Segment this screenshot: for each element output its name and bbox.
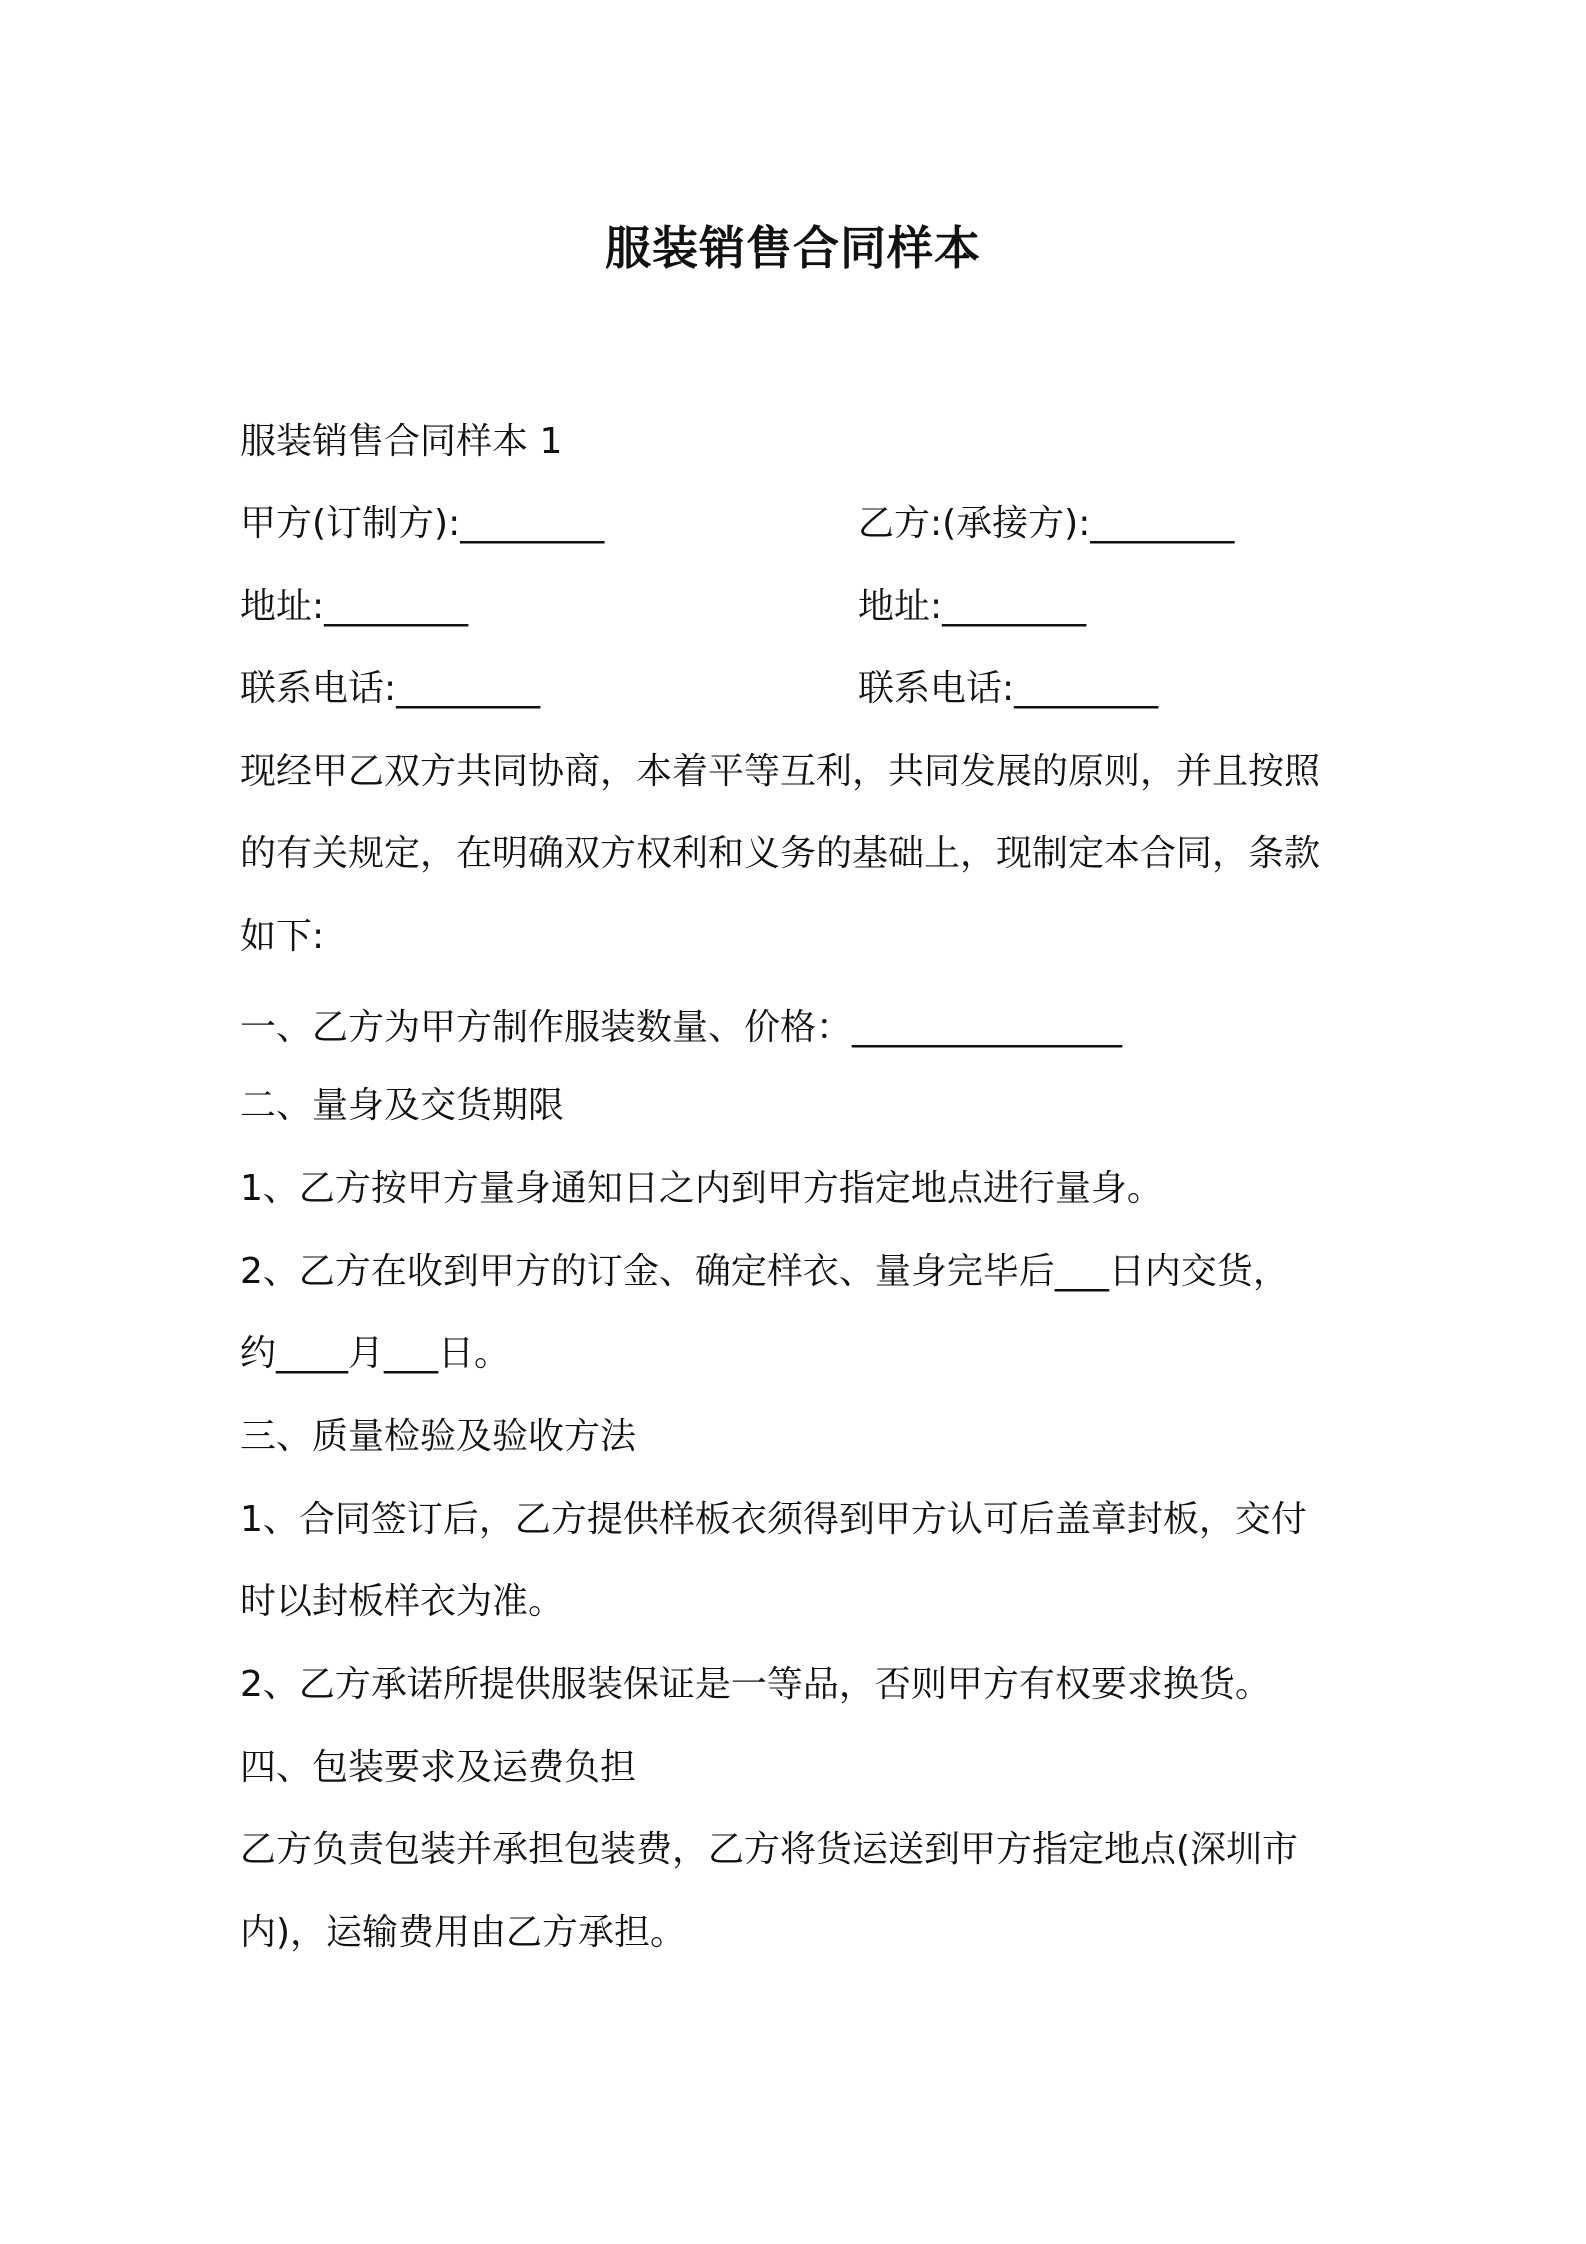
party-b-address-line: 地址:________: [858, 586, 1087, 627]
section-2-item-1: 1、乙方按甲方量身通知日之内到甲方指定地点进行量身。: [240, 1168, 1163, 1209]
section-2-item-2-line-1: 2、乙方在收到甲方的订金、确定样衣、量身完毕后___日内交货，: [240, 1251, 1289, 1292]
party-b-phone-line: 联系电话:________: [858, 668, 1159, 709]
section-4-body-line-1: 乙方负责包装并承担包装费，乙方将货运送到甲方指定地点(深圳市: [240, 1829, 1299, 1870]
party-a-name-line: 甲方(订制方):________: [240, 503, 605, 544]
document-subtitle: 服装销售合同样本 1: [240, 421, 563, 462]
party-a-address-line: 地址:________: [240, 586, 469, 627]
party-a-phone-line: 联系电话:________: [240, 668, 541, 709]
intro-line-2: 的有关规定，在明确双方权利和义务的基础上，现制定本合同，条款: [240, 833, 1321, 874]
section-2-item-2-line-2: 约____月___日。: [240, 1333, 511, 1374]
section-3-item-1-line-2: 时以封板样衣为准。: [240, 1581, 565, 1622]
section-3-heading: 三、质量检验及验收方法: [240, 1416, 637, 1457]
section-2-heading: 二、量身及交货期限: [240, 1085, 565, 1126]
intro-line-3: 如下:: [240, 916, 325, 957]
section-4-heading: 四、包装要求及运费负担: [240, 1747, 637, 1788]
intro-line-1: 现经甲乙双方共同协商，本着平等互利，共同发展的原则，并且按照: [240, 751, 1321, 792]
section-4-body-line-2: 内)，运输费用由乙方承担。: [240, 1912, 687, 1953]
party-b-name-line: 乙方:(承接方):________: [858, 503, 1235, 544]
document-title: 服装销售合同样本: [605, 221, 981, 275]
section-1-line: 一、乙方为甲方制作服装数量、价格：_______________: [240, 1007, 1123, 1048]
section-3-item-2: 2、乙方承诺所提供服装保证是一等品，否则甲方有权要求换货。: [240, 1664, 1271, 1705]
section-3-item-1-line-1: 1、合同签订后，乙方提供样板衣须得到甲方认可后盖章封板，交付: [240, 1499, 1307, 1540]
